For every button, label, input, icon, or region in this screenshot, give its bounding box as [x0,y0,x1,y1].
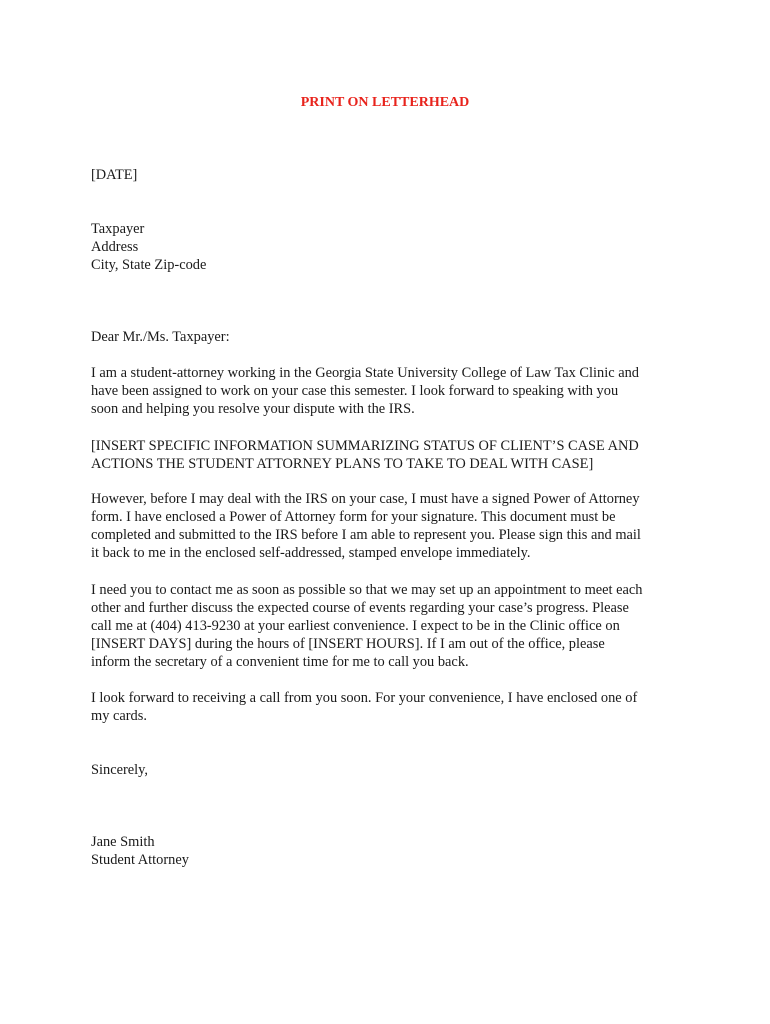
signer-name: Jane Smith [91,834,155,850]
paragraph-line: soon and helping you resolve your dispute with the IRS. [91,401,415,417]
paragraph-line: ACTIONS THE STUDENT ATTORNEY PLANS TO TAKE TO DEAL WITH CASE] [91,456,594,472]
signer-title: Student Attorney [91,852,189,868]
paragraph-line: it back to me in the enclosed self-addressed, stamped envelope immediately. [91,545,531,561]
paragraph-closing-remark [91,689,691,725]
paragraph-line: However, before I may deal with the IRS on your case, I must have a signed Power of Attorney [91,491,640,507]
paragraph-line: other and further discuss the expected course of events regarding your case’s progress. Please [91,600,629,616]
paragraph-line: form. I have enclosed a Power of Attorney form for your signature. This document must be [91,509,616,525]
paragraph-line: I need you to contact me as soon as possible so that we may set up an appointment to meet each [91,582,643,598]
paragraph-line: call me at (404) 413-9230 at your earliest convenience. I expect to be in the Clinic office on [91,618,620,634]
paragraph-line: [INSERT DAYS] during the hours of [INSERT HOURS]. If I am out of the office, please [91,636,605,652]
recipient-city-state-zip: City, State Zip-code [91,257,207,273]
paragraph-line: I look forward to receiving a call from you soon. For your convenience, I have enclosed one of [91,690,638,706]
paragraph-contact-request [91,581,691,671]
paragraph-introduction [91,364,691,418]
signature-block [91,833,691,869]
recipient-name: Taxpayer [91,221,145,237]
letterhead-note: PRINT ON LETTERHEAD [300,95,470,110]
closing: Sincerely, [91,762,149,778]
paragraph-case-status [91,437,691,473]
paragraph-line: inform the secretary of a convenient time for me to call you back. [91,654,469,670]
paragraph-line: I am a student-attorney working in the Georgia State University College of Law Tax Clinic and [91,365,639,381]
paragraph-line: my cards. [91,708,147,724]
letter-date: [DATE] [91,167,138,183]
paragraph-line: [INSERT SPECIFIC INFORMATION SUMMARIZING STATUS OF CLIENT’S CASE AND [91,438,639,454]
paragraph-line: completed and submitted to the IRS before I am able to represent you. Please sign this and mail [91,527,641,543]
paragraph-power-of-attorney [91,490,691,562]
paragraph-line: have been assigned to work on your case this semester. I look forward to speaking with you [91,383,619,399]
recipient-street: Address [91,239,139,255]
recipient-address [91,220,691,274]
salutation: Dear Mr./Ms. Taxpayer: [91,329,230,345]
